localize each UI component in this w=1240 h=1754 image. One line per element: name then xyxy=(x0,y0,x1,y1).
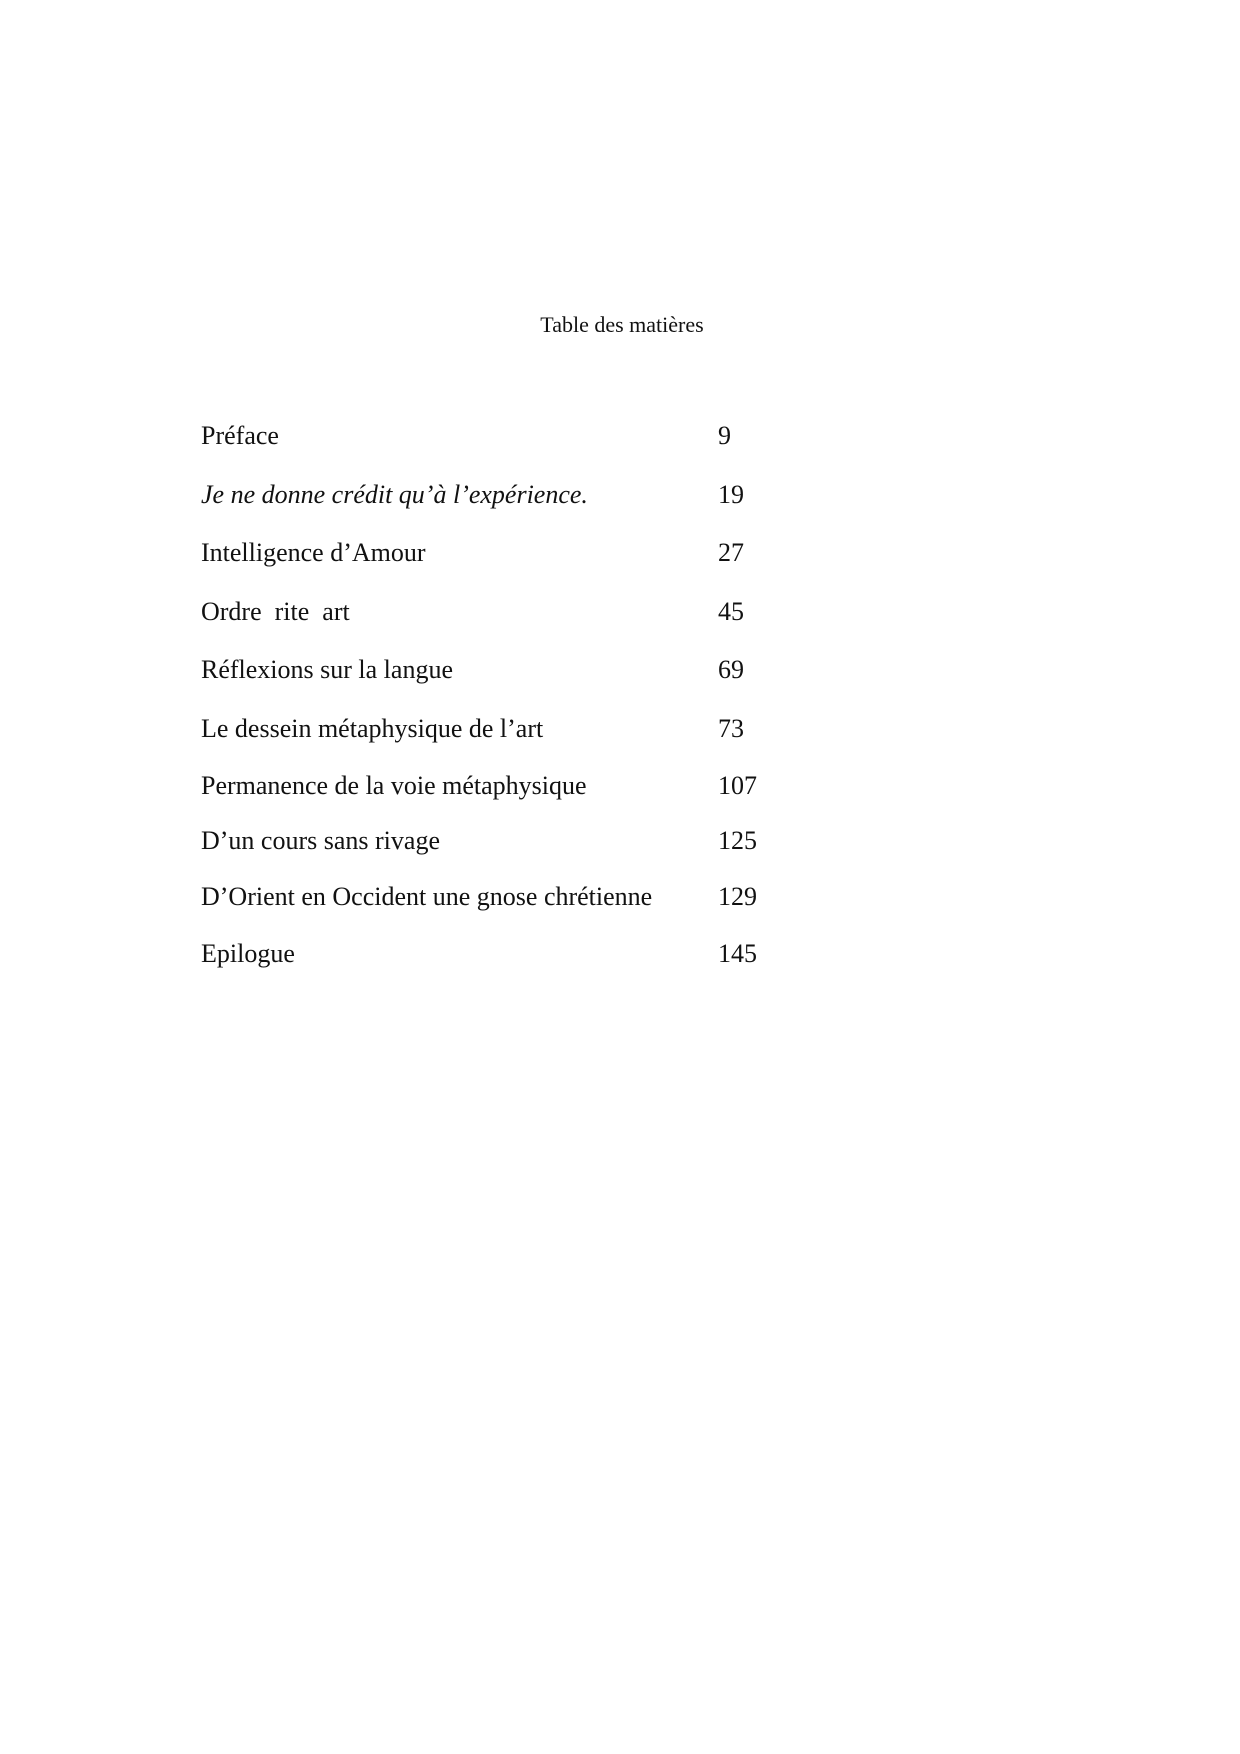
toc-entry-title: Permanence de la voie métaphysique xyxy=(201,771,587,800)
toc-entry-title: Ordre rite art xyxy=(201,597,350,626)
toc-entry-page: 145 xyxy=(718,939,757,968)
toc-entry-page: 129 xyxy=(718,882,757,911)
toc-entry-title: Intelligence d’Amour xyxy=(201,538,426,567)
toc-entry-title: Le dessein métaphysique de l’art xyxy=(201,714,544,743)
toc-entry-title: Je ne donne crédit qu’à l’expérience. xyxy=(201,480,588,509)
toc-entry-page: 73 xyxy=(718,714,744,743)
toc-entry xyxy=(201,938,901,994)
toc-entry xyxy=(201,420,901,476)
toc-entry xyxy=(201,825,901,881)
toc-entry-page: 125 xyxy=(718,826,757,855)
toc-entry xyxy=(201,770,901,826)
toc-entry-title: D’Orient en Occident une gnose chrétienne xyxy=(201,882,653,911)
toc-entry-page: 45 xyxy=(718,597,744,626)
toc-entry-page: 19 xyxy=(718,480,744,509)
toc-entry xyxy=(201,537,901,593)
toc-entry xyxy=(201,479,901,535)
toc-heading: Table des matières xyxy=(540,312,704,337)
toc-entry xyxy=(201,596,901,652)
toc-entry-page: 107 xyxy=(718,771,757,800)
toc-entry-title: Préface xyxy=(201,421,279,450)
toc-entry-title: D’un cours sans rivage xyxy=(201,826,440,855)
toc-entry xyxy=(201,713,901,769)
toc-entry xyxy=(201,881,901,937)
toc-entry-page: 27 xyxy=(718,538,744,567)
toc-heading-container xyxy=(0,312,1240,338)
toc-entry-title: Epilogue xyxy=(201,939,295,968)
toc-entry-title: Réflexions sur la langue xyxy=(201,655,453,684)
toc-entry xyxy=(201,654,901,710)
toc-entry-page: 9 xyxy=(718,421,731,450)
toc-list xyxy=(201,420,901,980)
toc-entry-page: 69 xyxy=(718,655,744,684)
